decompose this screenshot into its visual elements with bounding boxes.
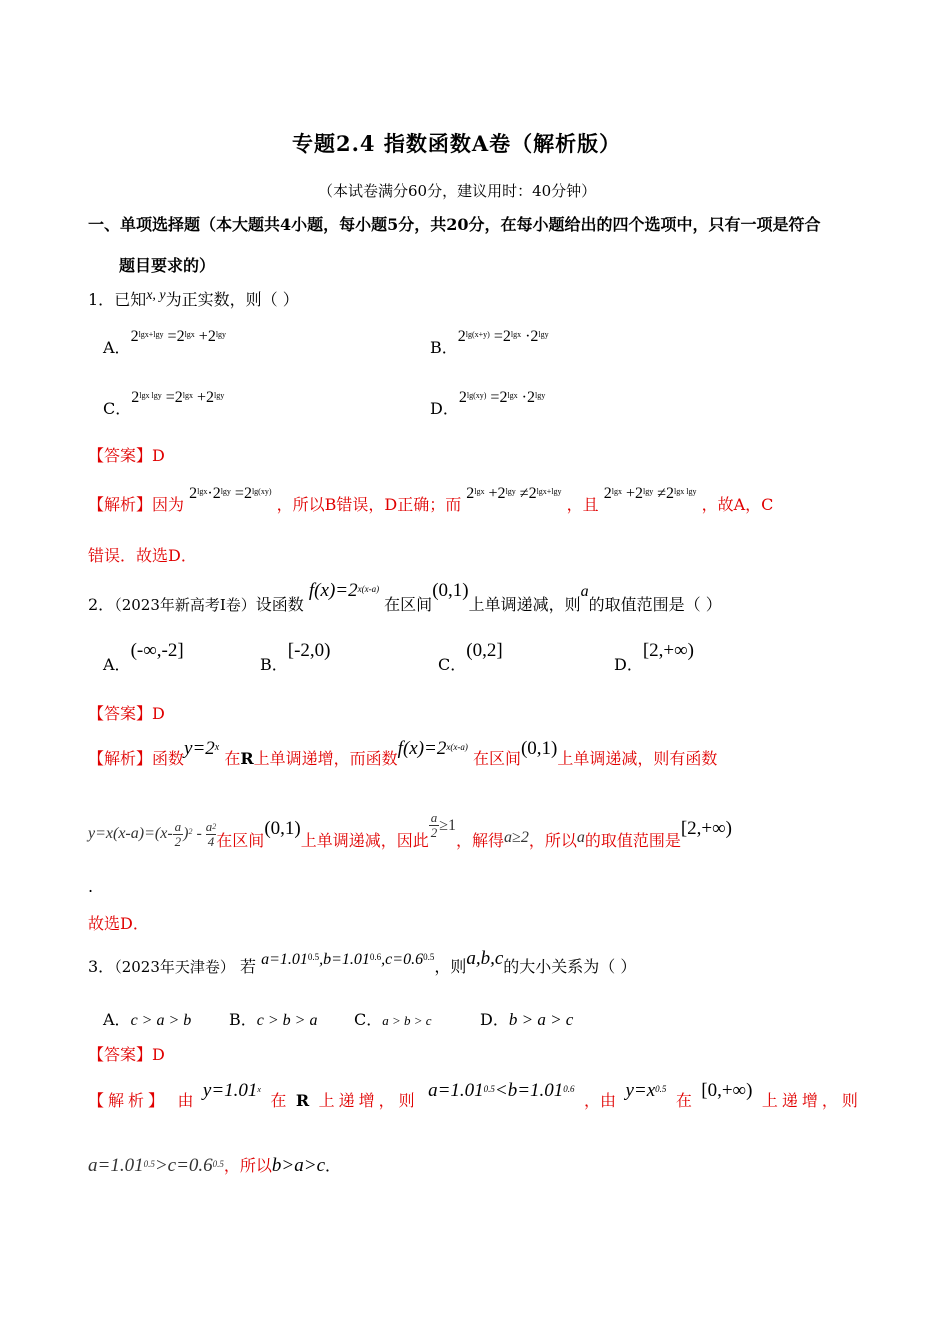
q3-answer: 【答案】D <box>88 1045 165 1064</box>
q1-option-c-label: C． <box>103 399 132 418</box>
q1-option-c[interactable] <box>103 386 225 418</box>
q1-number: 1． <box>88 290 115 309</box>
q1-option-a[interactable] <box>103 325 227 357</box>
q3-stem: 3．（2023年天津卷） 若 $a=1.01^{0.5},b=1.01^{0.6},c=0.6^{0.5}$，则a,b,c的大小关系为（ ） <box>88 948 637 976</box>
q3-option-a[interactable]: A．c > a > b <box>103 1010 192 1029</box>
q2-option-d[interactable]: D．[2,+∞) <box>614 640 695 674</box>
q1-analysis-line2: 错误．故选D． <box>88 546 197 565</box>
q2-option-a[interactable]: A．(-∞,-2] <box>103 640 184 674</box>
q1-option-d-formula: $2^{lg(xy)} =2^{lgx} \cdot 2^{lgy}$ <box>458 389 546 406</box>
section-heading-line2: 题目要求的） <box>119 256 216 275</box>
q2-option-b[interactable]: B．[-2,0) <box>260 640 331 674</box>
q2-analysis-line2: y=x(x-a)=(x- $\frac{a}{2}$ )$^2$ - $\frac{a^2}{4}$ 在区间(0,1)上单调递减，因此 $\frac{a}{2}$ ≥1，解得a≥2，所以a的取值范围是[2,+∞) <box>88 810 733 850</box>
q1-answer: 【答案】D <box>88 446 165 465</box>
q1-pre: 已知 <box>114 290 147 309</box>
q2-function: $f(x)=2^{x(x-a)}$ <box>308 580 380 601</box>
q1-option-b[interactable] <box>430 325 549 357</box>
q1-option-a-formula: $2^{lgx+lgy} =2^{lgx} +2^{lgy}$ <box>130 328 227 345</box>
q1-option-d-label: D． <box>430 399 459 418</box>
q1-vars: x, y <box>146 288 166 303</box>
q1-post: 为正实数，则（ ） <box>165 290 299 309</box>
q3-analysis-line2: $a=1.01^{0.5}>c=0.6^{0.5}$，所以b>a>c． <box>88 1155 342 1176</box>
page-title: 专题2.4 指数函数A卷（解析版） <box>292 131 622 156</box>
q1-option-b-formula: $2^{lg(x+y)} =2^{lgx} \cdot 2^{lgy}$ <box>457 328 549 345</box>
q1-analysis-formula3: $2^{lgx} +2^{lgy} \ne 2^{lgx lgy}$ <box>603 485 697 502</box>
page-subtitle: （本试卷满分60分，建议用时：40分钟） <box>318 182 597 200</box>
q2-analysis-line1: 【解析】函数$y=2^x$ 在R上单调递增，而函数$f(x)=2^{x(x-a)}$ 在区间(0,1)上单调递减，则有函数 <box>88 738 718 768</box>
q2-conclusion: 故选D． <box>88 914 149 933</box>
q3-option-d[interactable]: D．b > a > c <box>480 1010 574 1029</box>
q3-option-b[interactable]: B．c > b > a <box>229 1010 318 1029</box>
q1-option-a-label: A． <box>103 338 131 357</box>
q1-analysis-formula1: $2^{lgx}\cdot 2^{lgy} =2^{lg(xy)}$ <box>189 485 272 502</box>
q2-answer: 【答案】D <box>88 704 165 723</box>
q2-option-c[interactable]: C．(0,2] <box>438 640 503 674</box>
q2-analysis-period: . <box>88 877 94 896</box>
section-heading-line1: 一、单项选择题（本大题共4小题，每小题5分，共20分，在每小题给出的四个选项中，只有一项是符合 <box>88 215 821 234</box>
q1-stem <box>88 289 299 313</box>
q3-option-c[interactable]: C．a > b > c <box>354 1010 432 1029</box>
q2-stem: 2．（2023年新高考Ⅰ卷）设函数 $f(x)=2^{x(x-a)}$ 在区间(0,1)上单调递减，则a的取值范围是（ ） <box>88 580 722 614</box>
q1-analysis-formula2: $2^{lgx} +2^{lgy} \ne 2^{lgx+lgy}$ <box>466 485 562 502</box>
q1-option-c-formula: $2^{lgx lgy} =2^{lgx} +2^{lgy}$ <box>131 389 225 406</box>
q1-option-d[interactable] <box>430 386 546 418</box>
q3-expression: $a=1.01^{0.5},b=1.01^{0.6},c=0.6^{0.5}$ <box>261 951 435 968</box>
q3-analysis-line1: 【解析】 由 $y=1.01^x$ 在 R 上递增，则 $a=1.01^{0.5}<b=1.01^{0.6}$ ，由 $y=x^{0.5}$ 在 [0,+∞) 上递增，则 <box>88 1080 862 1110</box>
q1-analysis-line1: 【解析】因为 $2^{lgx}\cdot 2^{lgy} =2^{lg(xy)}$ ，所以B错误，D正确；而 $2^{lgx} +2^{lgy} \ne 2^{lgx+lgy}$ ，且 $2^{lgx} +2^{lgy} \ne 2^{lgx lgy}$ ，故A，C <box>88 485 774 514</box>
q1-option-b-label: B． <box>430 338 458 357</box>
